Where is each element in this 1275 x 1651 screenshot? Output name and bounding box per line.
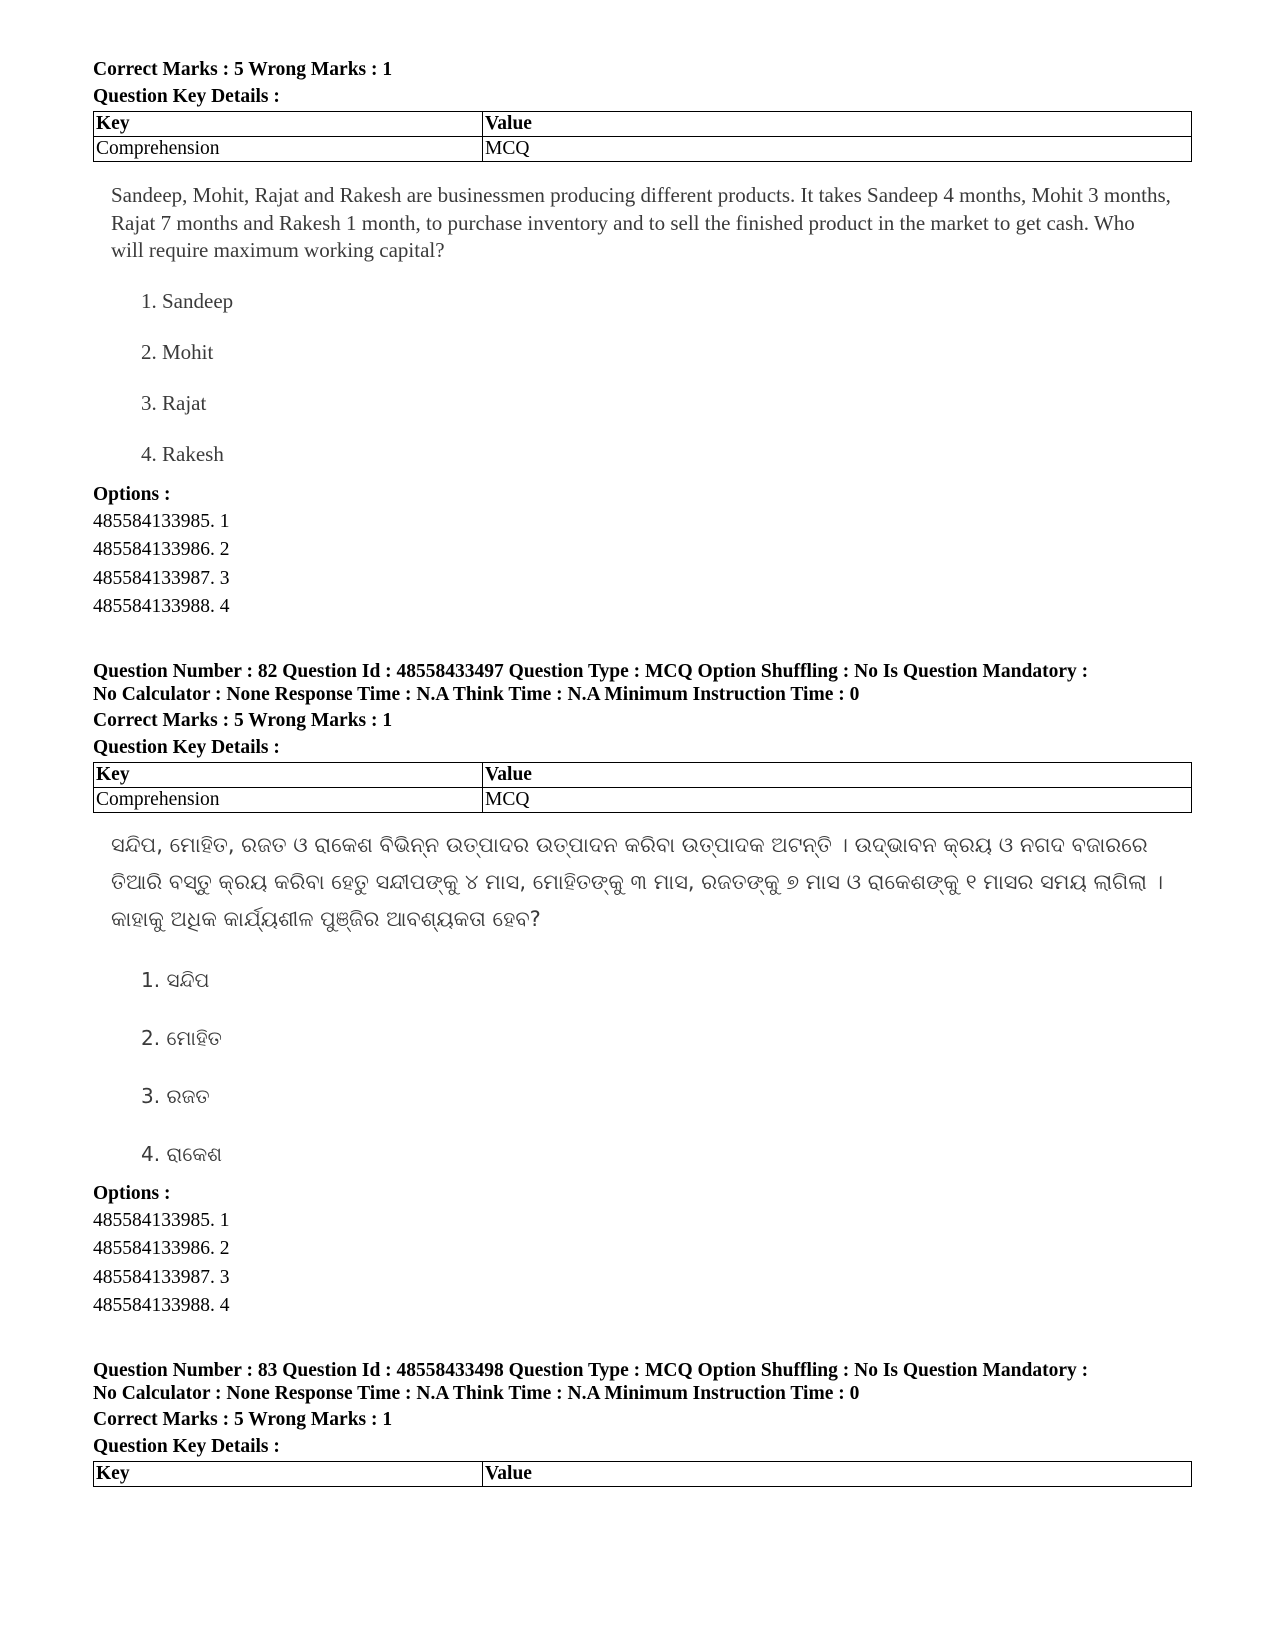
table-header-key: Key xyxy=(94,1461,483,1486)
question-content xyxy=(111,813,1193,1166)
question-text: Sandeep, Mohit, Rajat and Rakesh are businessmen producing different products. It takes Sandeep 4 months, Mohit 3 months, Rajat 7 months and Rakesh 1 month, to purchase inventory and to sell the finished product in the market to get cash. Who will require maximum working capital? xyxy=(111,183,1171,262)
question-header-line: Question Number : 82 Question Id : 48558433497 Question Type : MCQ Option Shuffling : No Is Question Mandatory : xyxy=(93,660,1089,682)
key-details-table xyxy=(93,1461,1192,1487)
options-label: Options : xyxy=(93,1182,171,1204)
table-header-row xyxy=(94,762,1192,787)
question-content xyxy=(111,162,1193,467)
options-label: Options : xyxy=(93,483,171,505)
table-row xyxy=(94,787,1192,812)
table-header-key: Key xyxy=(94,762,483,787)
marks-line: Correct Marks : 5 Wrong Marks : 1 xyxy=(93,59,393,80)
table-cell-key: Comprehension xyxy=(94,787,483,812)
question-header-line: Question Number : 83 Question Id : 48558433498 Question Type : MCQ Option Shuffling : No Is Question Mandatory : xyxy=(93,1359,1089,1381)
choice-item: 3. Rajat xyxy=(141,390,207,415)
document-page xyxy=(93,56,1193,1487)
marks-line: Correct Marks : 5 Wrong Marks : 1 xyxy=(93,1408,393,1430)
key-details-label: Question Key Details : xyxy=(93,736,280,758)
question-text: ସନ୍ଦିପ, ମୋହିତ, ରଜତ ଓ ରାକେଶ ବିଭିନ୍ନ ଉତ୍ପାଦର ଉତ୍ପାଦନ କରିବା ଉତ୍ପାଦକ ଅଟନ୍ତି । ଉଦ୍ଭାବନ କ୍ରୟ ଓ ନଗଦ ବଜାରରେ ତିଆରି ବସ୍ତୁ କ୍ରୟ କରିବା ହେତୁ ସନ୍ଦୀପଙ୍କୁ ୪ ମାସ, ମୋହିତଙ୍କୁ ୩ ମାସ, ରଜତଙ୍କୁ ୭ ମାସ ଓ ରାକେଶଙ୍କୁ ୧ ମାସର ସମୟ ଲାଗିଲା । କାହାକୁ ଅଧିକ କାର୍ଯ୍ୟଶୀଳ ପୁଞ୍ଜିର ଆବଶ୍ୟକତା ହେବ? xyxy=(111,832,1164,931)
table-header-row xyxy=(94,112,1192,137)
table-cell-key: Comprehension xyxy=(94,137,483,162)
option-id: 485584133988. 4 xyxy=(93,1295,230,1316)
choice-item: 2. Mohit xyxy=(141,339,214,364)
question-header-line: No Calculator : None Response Time : N.A Think Time : N.A Minimum Instruction Time : 0 xyxy=(93,684,860,705)
question-block-82 xyxy=(93,660,1193,1321)
table-cell-value: MCQ xyxy=(483,137,1192,162)
option-id: 485584133987. 3 xyxy=(93,567,230,589)
choice-item: 4. Rakesh xyxy=(141,441,224,466)
choice-item: 3. ରଜତ xyxy=(141,1083,210,1108)
option-id: 485584133985. 1 xyxy=(93,510,230,532)
choice-item: 2. ମୋହିତ xyxy=(141,1025,222,1050)
table-cell-value: MCQ xyxy=(483,787,1192,812)
table-row xyxy=(94,137,1192,162)
key-details-table xyxy=(93,111,1192,162)
key-details-label: Question Key Details : xyxy=(93,86,280,107)
option-id: 485584133986. 2 xyxy=(93,539,230,560)
question-block-81 xyxy=(93,56,1193,622)
table-header-value: Value xyxy=(483,762,1192,787)
option-id: 485584133988. 4 xyxy=(93,596,230,617)
choice-item: 1. ସନ୍ଦିପ xyxy=(141,967,210,992)
table-header-key: Key xyxy=(94,112,483,137)
option-id: 485584133986. 2 xyxy=(93,1238,230,1259)
question-header xyxy=(93,660,1193,707)
option-id: 485584133987. 3 xyxy=(93,1266,230,1288)
option-id: 485584133985. 1 xyxy=(93,1209,230,1231)
marks-line: Correct Marks : 5 Wrong Marks : 1 xyxy=(93,709,393,731)
table-header-value: Value xyxy=(483,112,1192,137)
question-block-83 xyxy=(93,1359,1193,1487)
table-header-value: Value xyxy=(483,1461,1192,1486)
choice-item: 1. Sandeep xyxy=(141,288,234,313)
choice-item: 4. ରାକେଶ xyxy=(141,1141,223,1166)
table-header-row xyxy=(94,1461,1192,1486)
key-details-label: Question Key Details : xyxy=(93,1435,280,1457)
key-details-table xyxy=(93,762,1192,813)
question-header-line: No Calculator : None Response Time : N.A Think Time : N.A Minimum Instruction Time : 0 xyxy=(93,1383,860,1404)
question-header xyxy=(93,1359,1193,1406)
